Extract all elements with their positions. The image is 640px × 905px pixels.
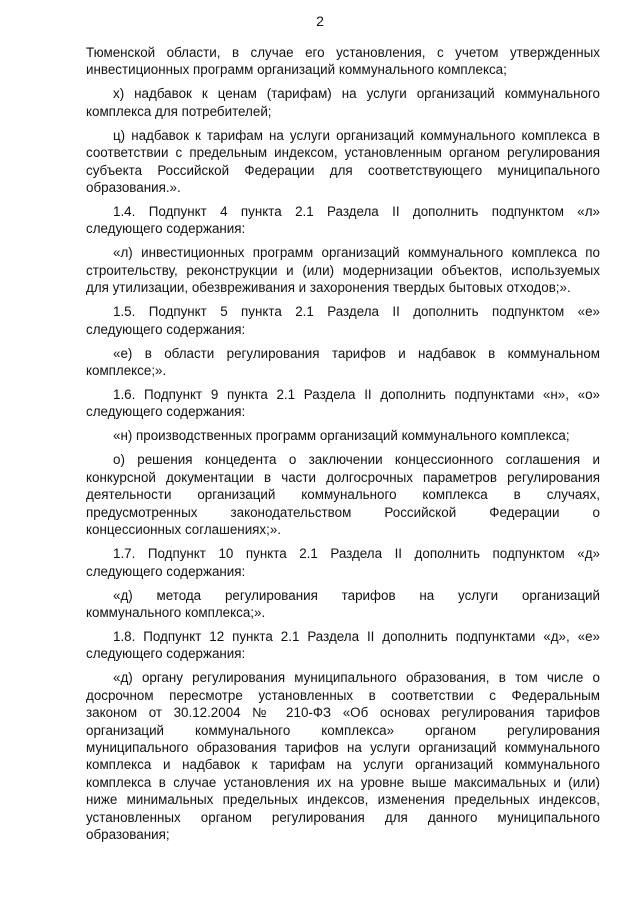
text-line: конкурсной документации в части долгосрочных параметров регулирования [86,469,600,485]
text-line: комплекса и надбавок к тарифам на услуги организаций коммунального [86,757,600,773]
paragraph-continuation-tyumen [86,44,600,79]
text-line: 1.7. Подпункт 10 пункта 2.1 Раздела II дополнить подпунктом «д» [113,546,600,562]
paragraph-item-1-6 [86,386,600,421]
paragraph-item-1-4 [86,203,600,238]
paragraph-item-1-7 [86,545,600,580]
text-line: 1.4. Подпункт 4 пункта 2.1 Раздела II дополнить подпунктом «л» [113,204,600,220]
text-line: ц) надбавок к тарифам на услуги организаций коммунального комплекса в [113,127,600,143]
text-line: инвестиционных программ организаций коммунального комплекса; [86,62,507,78]
page-number: 2 [316,13,324,29]
text-line: «д) органу регулирования муниципального образования, в том числе о [113,670,600,686]
text-line: следующего содержания: [86,563,246,579]
text-line: о) решения концедента о заключении концессионного соглашения и [113,452,600,468]
text-line: образования; [86,826,170,842]
text-line: досрочном пересмотре установленных в соответствии с Федеральным [86,687,600,703]
text-line: деятельности организаций коммунального комплекса в случаях, [86,487,600,503]
text-line: комплекса для потребителей; [86,103,272,119]
text-line: «д) метода регулирования тарифов на услуги организаций [113,587,600,603]
text-line: х) надбавок к ценам (тарифам) на услуги организаций коммунального [113,86,600,102]
text-line: организаций коммунального комплекса» органом регулирования [86,722,600,738]
text-line: Тюменской области, в случае его установления, с учетом утвержденных [86,45,600,60]
text-line: следующего содержания: [86,646,246,662]
text-line: 1.5. Подпункт 5 пункта 2.1 Раздела II дополнить подпунктом «е» [113,304,600,320]
paragraph-sub-d-1 [86,587,600,622]
text-line: 1.8. Подпункт 12 пункта 2.1 Раздела II дополнить подпунктами «д», «е» [113,628,600,644]
text-line: «н) производственных программ организаций коммунального комплекса; [113,428,570,444]
text-line: комплекса в случае установления их на уровне выше максимальных и (или) [86,774,600,790]
text-line: образования.». [86,180,181,196]
text-line: комплексе;». [86,363,167,379]
paragraph-sub-e [86,345,600,380]
text-line: «е) в области регулирования тарифов и надбавок в коммунальном [113,345,600,361]
text-line: для утилизации, обезвреживания и захоронения твердых бытовых отходов;». [86,280,571,296]
text-line: субъекта Российской Федерации для соответствующего муниципального [86,162,600,178]
paragraph-sub-d-2 [86,669,600,843]
text-line: следующего содержания: [86,404,246,420]
text-line: соответствии с предельным индексом, установленным органом регулирования [86,145,600,161]
text-line: коммунального комплекса;». [86,604,266,620]
text-line: следующего содержания: [86,221,246,237]
text-line: следующего содержания: [86,321,246,337]
text-line: строительству, реконструкции и (или) модернизации объектов, используемых [86,262,600,278]
text-line: предусмотренных законодательством Российской Федерации о [86,504,600,520]
paragraph-sub-n [86,427,600,444]
text-line: концессионных соглашениях;». [86,522,282,538]
document-body [86,44,600,850]
text-line: установленных органом регулирования для данного муниципального [86,809,600,825]
text-line: «л) инвестиционных программ организаций коммунального комплекса по [113,245,600,261]
text-line: законом от 30.12.2004 № 210-ФЗ «Об основах регулирования тарифов [86,705,600,721]
paragraph-item-1-5 [86,303,600,338]
text-line: 1.6. Подпункт 9 пункта 2.1 Раздела II дополнить подпунктами «н», «о» [113,387,600,403]
paragraph-sub-o [86,451,600,538]
paragraph-sub-h [86,85,600,120]
paragraph-item-1-8 [86,628,600,663]
paragraph-sub-l [86,244,600,296]
text-line: муниципального образования тарифов на услуги организаций коммунального [86,739,600,755]
text-line: ниже минимальных предельных индексов, изменения предельных индексов, [86,792,600,808]
paragraph-sub-ts [86,127,600,197]
